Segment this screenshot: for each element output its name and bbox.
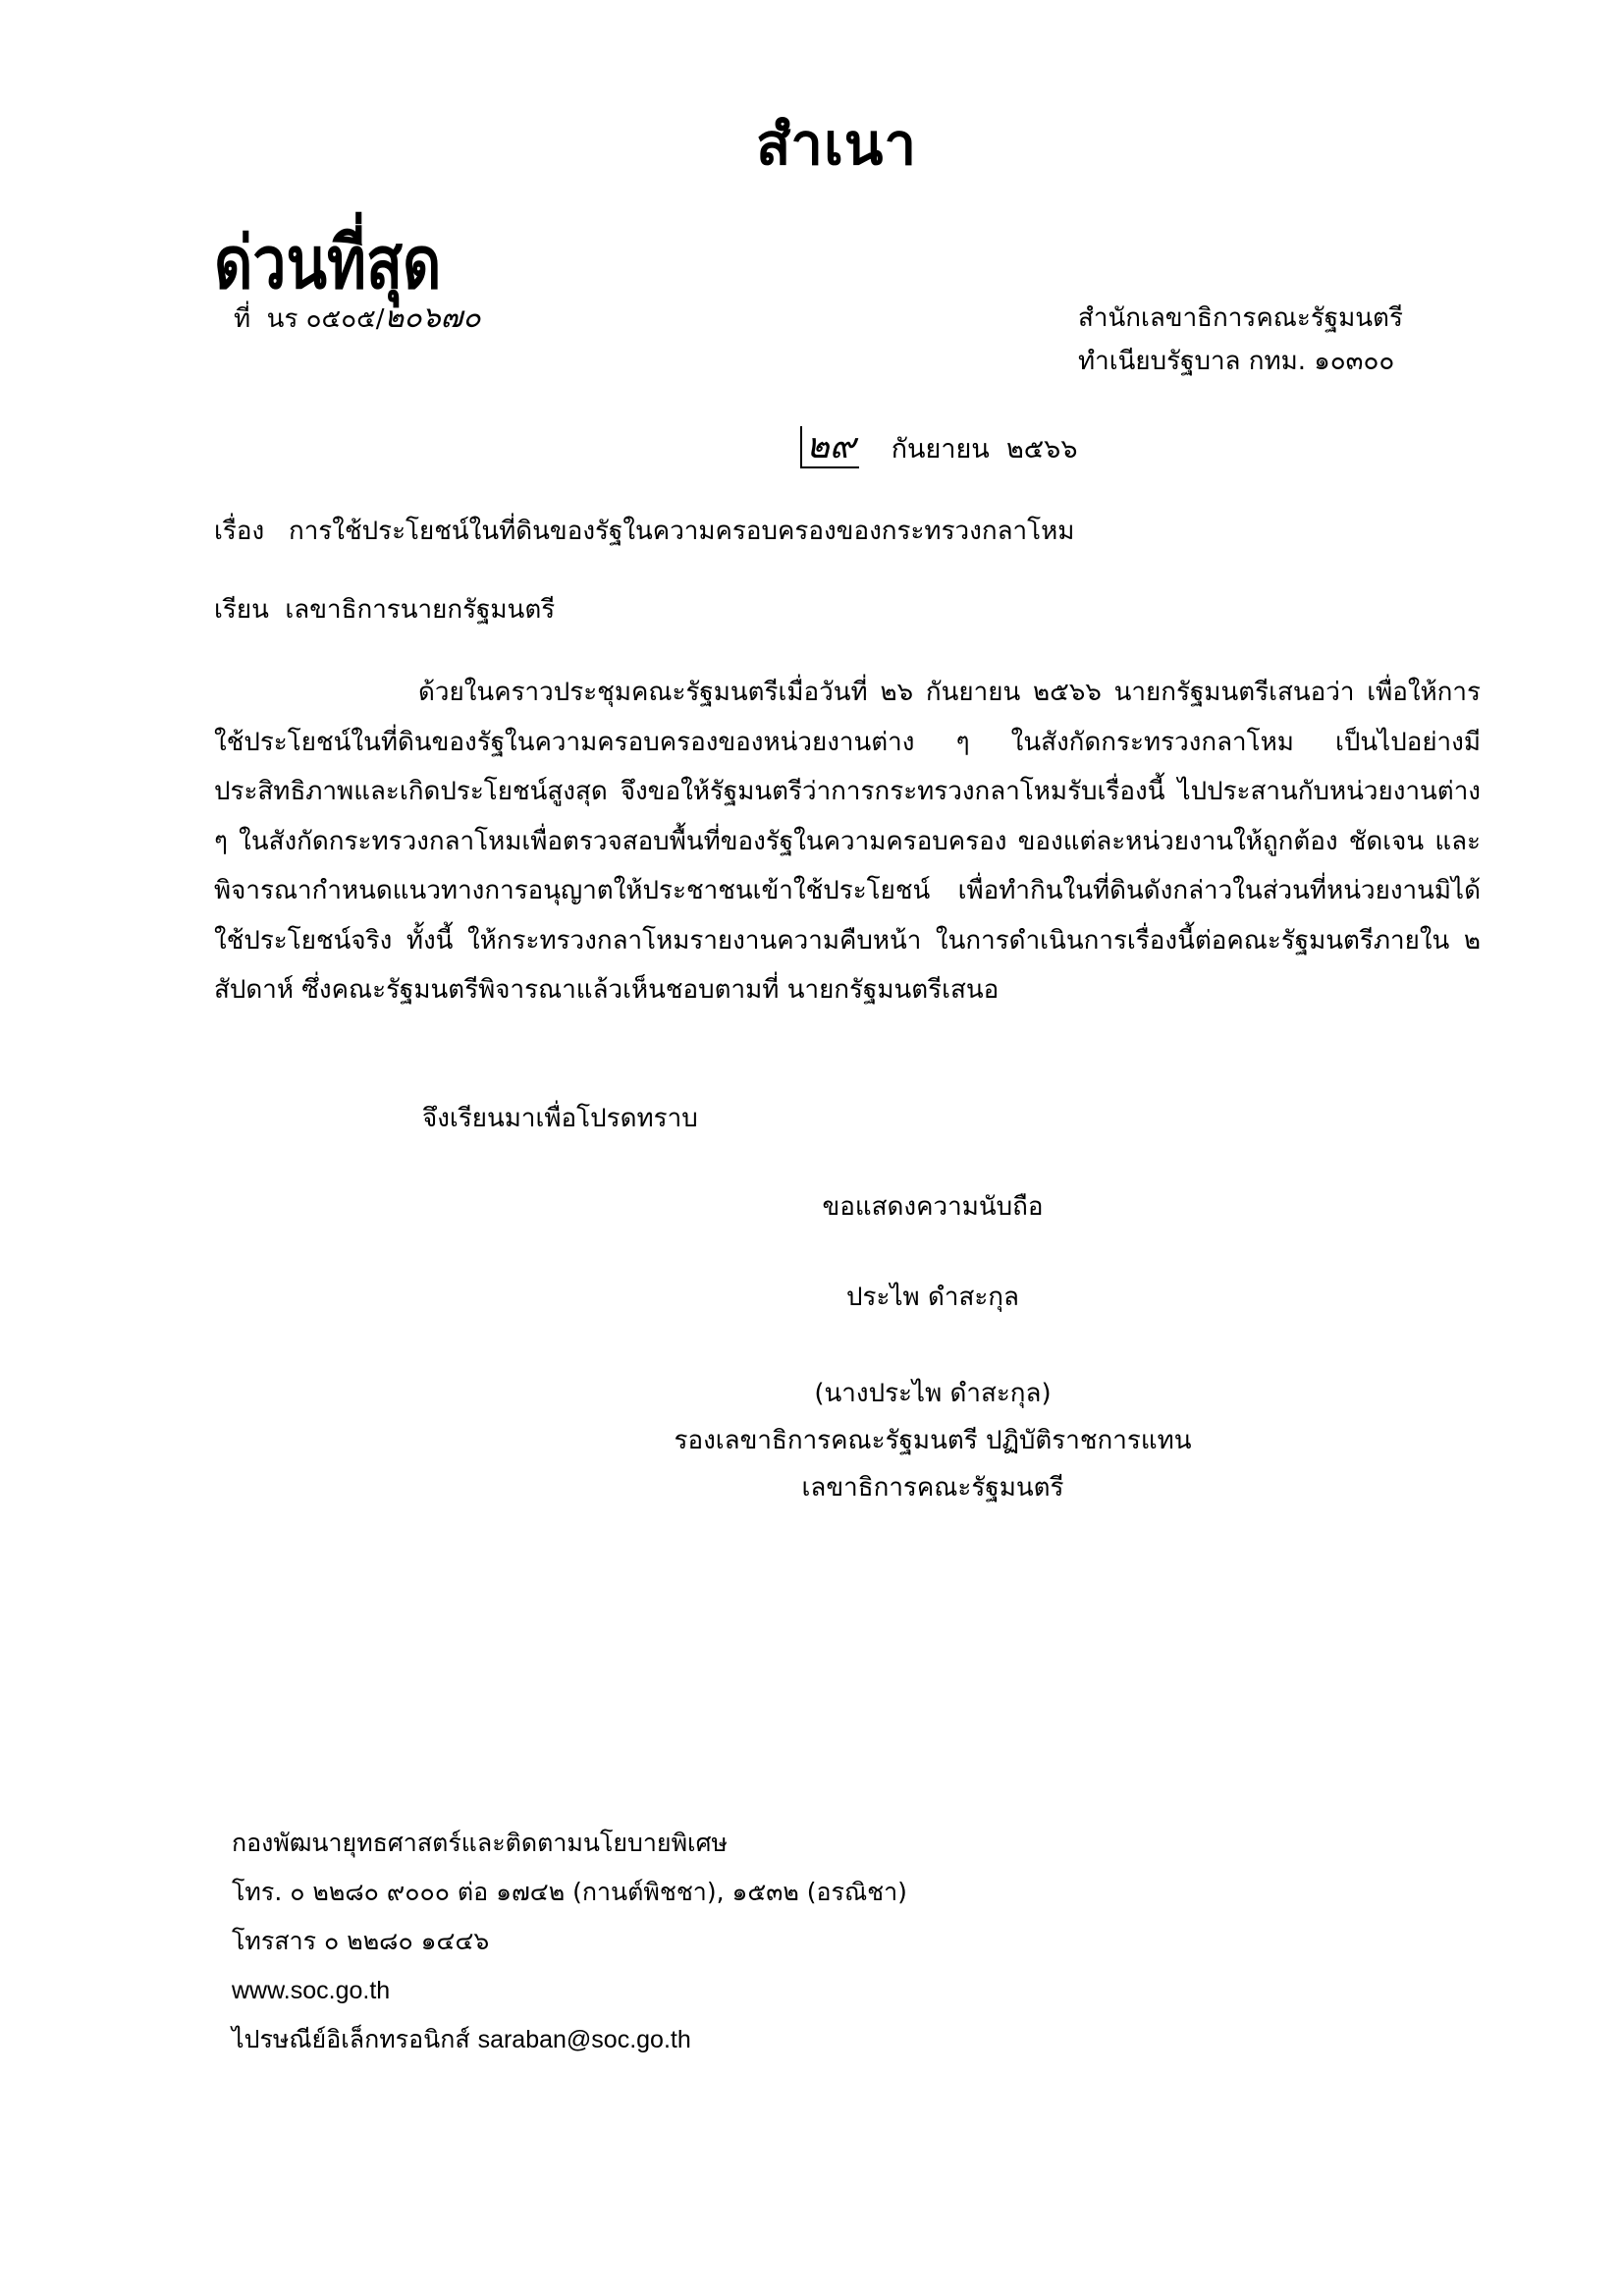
body-paragraph: [214, 668, 1481, 1015]
date-month: กันยายน: [891, 434, 990, 465]
date-year: ๒๕๖๖: [1005, 434, 1078, 465]
footer-fax: โทรสาร ๐ ๒๒๘๐ ๑๔๔๖: [232, 1927, 490, 1955]
subject-text: การใช้ประโยชน์ในที่ดินของรัฐในความครอบครองของกระทรวงกลาโหม: [288, 517, 1075, 546]
addressee-label: เรียน: [214, 595, 269, 625]
footer-contact: [232, 1819, 907, 2064]
addressee-text: เลขาธิการนายกรัฐมนตรี: [285, 595, 556, 625]
document-number: [234, 295, 481, 341]
document-date: [800, 417, 1077, 473]
salutation: ขอแสดงความนับถือ: [822, 1192, 1044, 1222]
sender-location: ทำเนียบรัฐบาล กทม. ๑๐๓๐๐: [1078, 347, 1395, 376]
footer-website-link[interactable]: www.soc.go.th: [232, 1977, 391, 2004]
footer-email-link[interactable]: saraban@soc.go.th: [477, 2026, 691, 2053]
printed-name: (นางประไพ ดำสะกุล): [814, 1379, 1052, 1408]
date-day-handwritten: ๒๙: [800, 426, 859, 468]
closing-line: จึงเรียนมาเพื่อโปรดทราบ: [422, 1104, 698, 1133]
footer-phone: โทร. ๐ ๒๒๘๐ ๙๐๐๐ ต่อ ๑๗๔๒ (กานต์พิชชา), ๑๕๓๒ (อรณิชา): [232, 1878, 907, 1906]
addressee-line: [214, 589, 555, 629]
urgency-stamp: ด่วนที่สุด: [214, 221, 442, 305]
signatory-title-line2: เลขาธิการคณะรัฐมนตรี: [801, 1473, 1064, 1503]
signature-name: ประไพ ดำสะกุล: [846, 1283, 1019, 1312]
footer-email-row: [232, 2015, 907, 2064]
footer-email-label: ไปรษณีย์อิเล็กทรอนิกส์: [232, 2025, 470, 2053]
handwritten-reference-number: ๒๐๖๗๐: [384, 301, 481, 335]
reference-code: นร ๐๕๐๕/: [266, 304, 385, 334]
signatory-title-line1: รองเลขาธิการคณะรัฐมนตรี ปฏิบัติราชการแทน: [674, 1426, 1192, 1455]
copy-stamp: สำเนา: [756, 111, 918, 178]
sender-office: สำนักเลขาธิการคณะรัฐมนตรี: [1078, 303, 1403, 333]
reference-prefix: ที่: [234, 304, 251, 334]
sender-address: [1078, 297, 1403, 383]
subject-label: เรื่อง: [214, 517, 265, 546]
footer-division: กองพัฒนายุทธศาสตร์และติดตามนโยบายพิเศษ: [232, 1829, 728, 1857]
body-text: ด้วยในคราวประชุมคณะรัฐมนตรีเมื่อวันที่ ๒๖ กันยายน ๒๕๖๖ นายกรัฐมนตรีเสนอว่า เพื่อให้การใช้ประโยชน์ในที่ดินของรัฐในความครอบครองของหน่วยงานต่าง ๆ ในสังกัดกระทรวงกลาโหม เป็นไปอย่างมีประสิทธิภาพและเกิดประโยชน์สูงสุด จึงขอให้รัฐมนตรีว่าการกระทรวงกลาโหมรับเรื่องนี้ ไปประสานกับหน่วยงานต่าง ๆ ในสังกัดกระทรวงกลาโหมเพื่อตรวจสอบพื้นที่ของรัฐในความครอบครอง ของแต่ละหน่วยงานให้ถูกต้อง ชัดเจน และพิจารณากำหนดแนวทางการอนุญาตให้ประชาชนเข้าใช้ประโยชน์ เพื่อทำกินในที่ดินดังกล่าวในส่วนที่หน่วยงานมิได้ใช้ประโยชน์จริง ทั้งนี้ ให้กระทรวงกลาโหมรายงานความคืบหน้า ในการดำเนินการเรื่องนี้ต่อคณะรัฐมนตรีภายใน ๒ สัปดาห์ ซึ่งคณะรัฐมนตรีพิจารณาแล้วเห็นชอบตามที่ นายกรัฐมนตรีเสนอ: [214, 678, 1481, 1005]
subject-line: [214, 511, 1074, 551]
